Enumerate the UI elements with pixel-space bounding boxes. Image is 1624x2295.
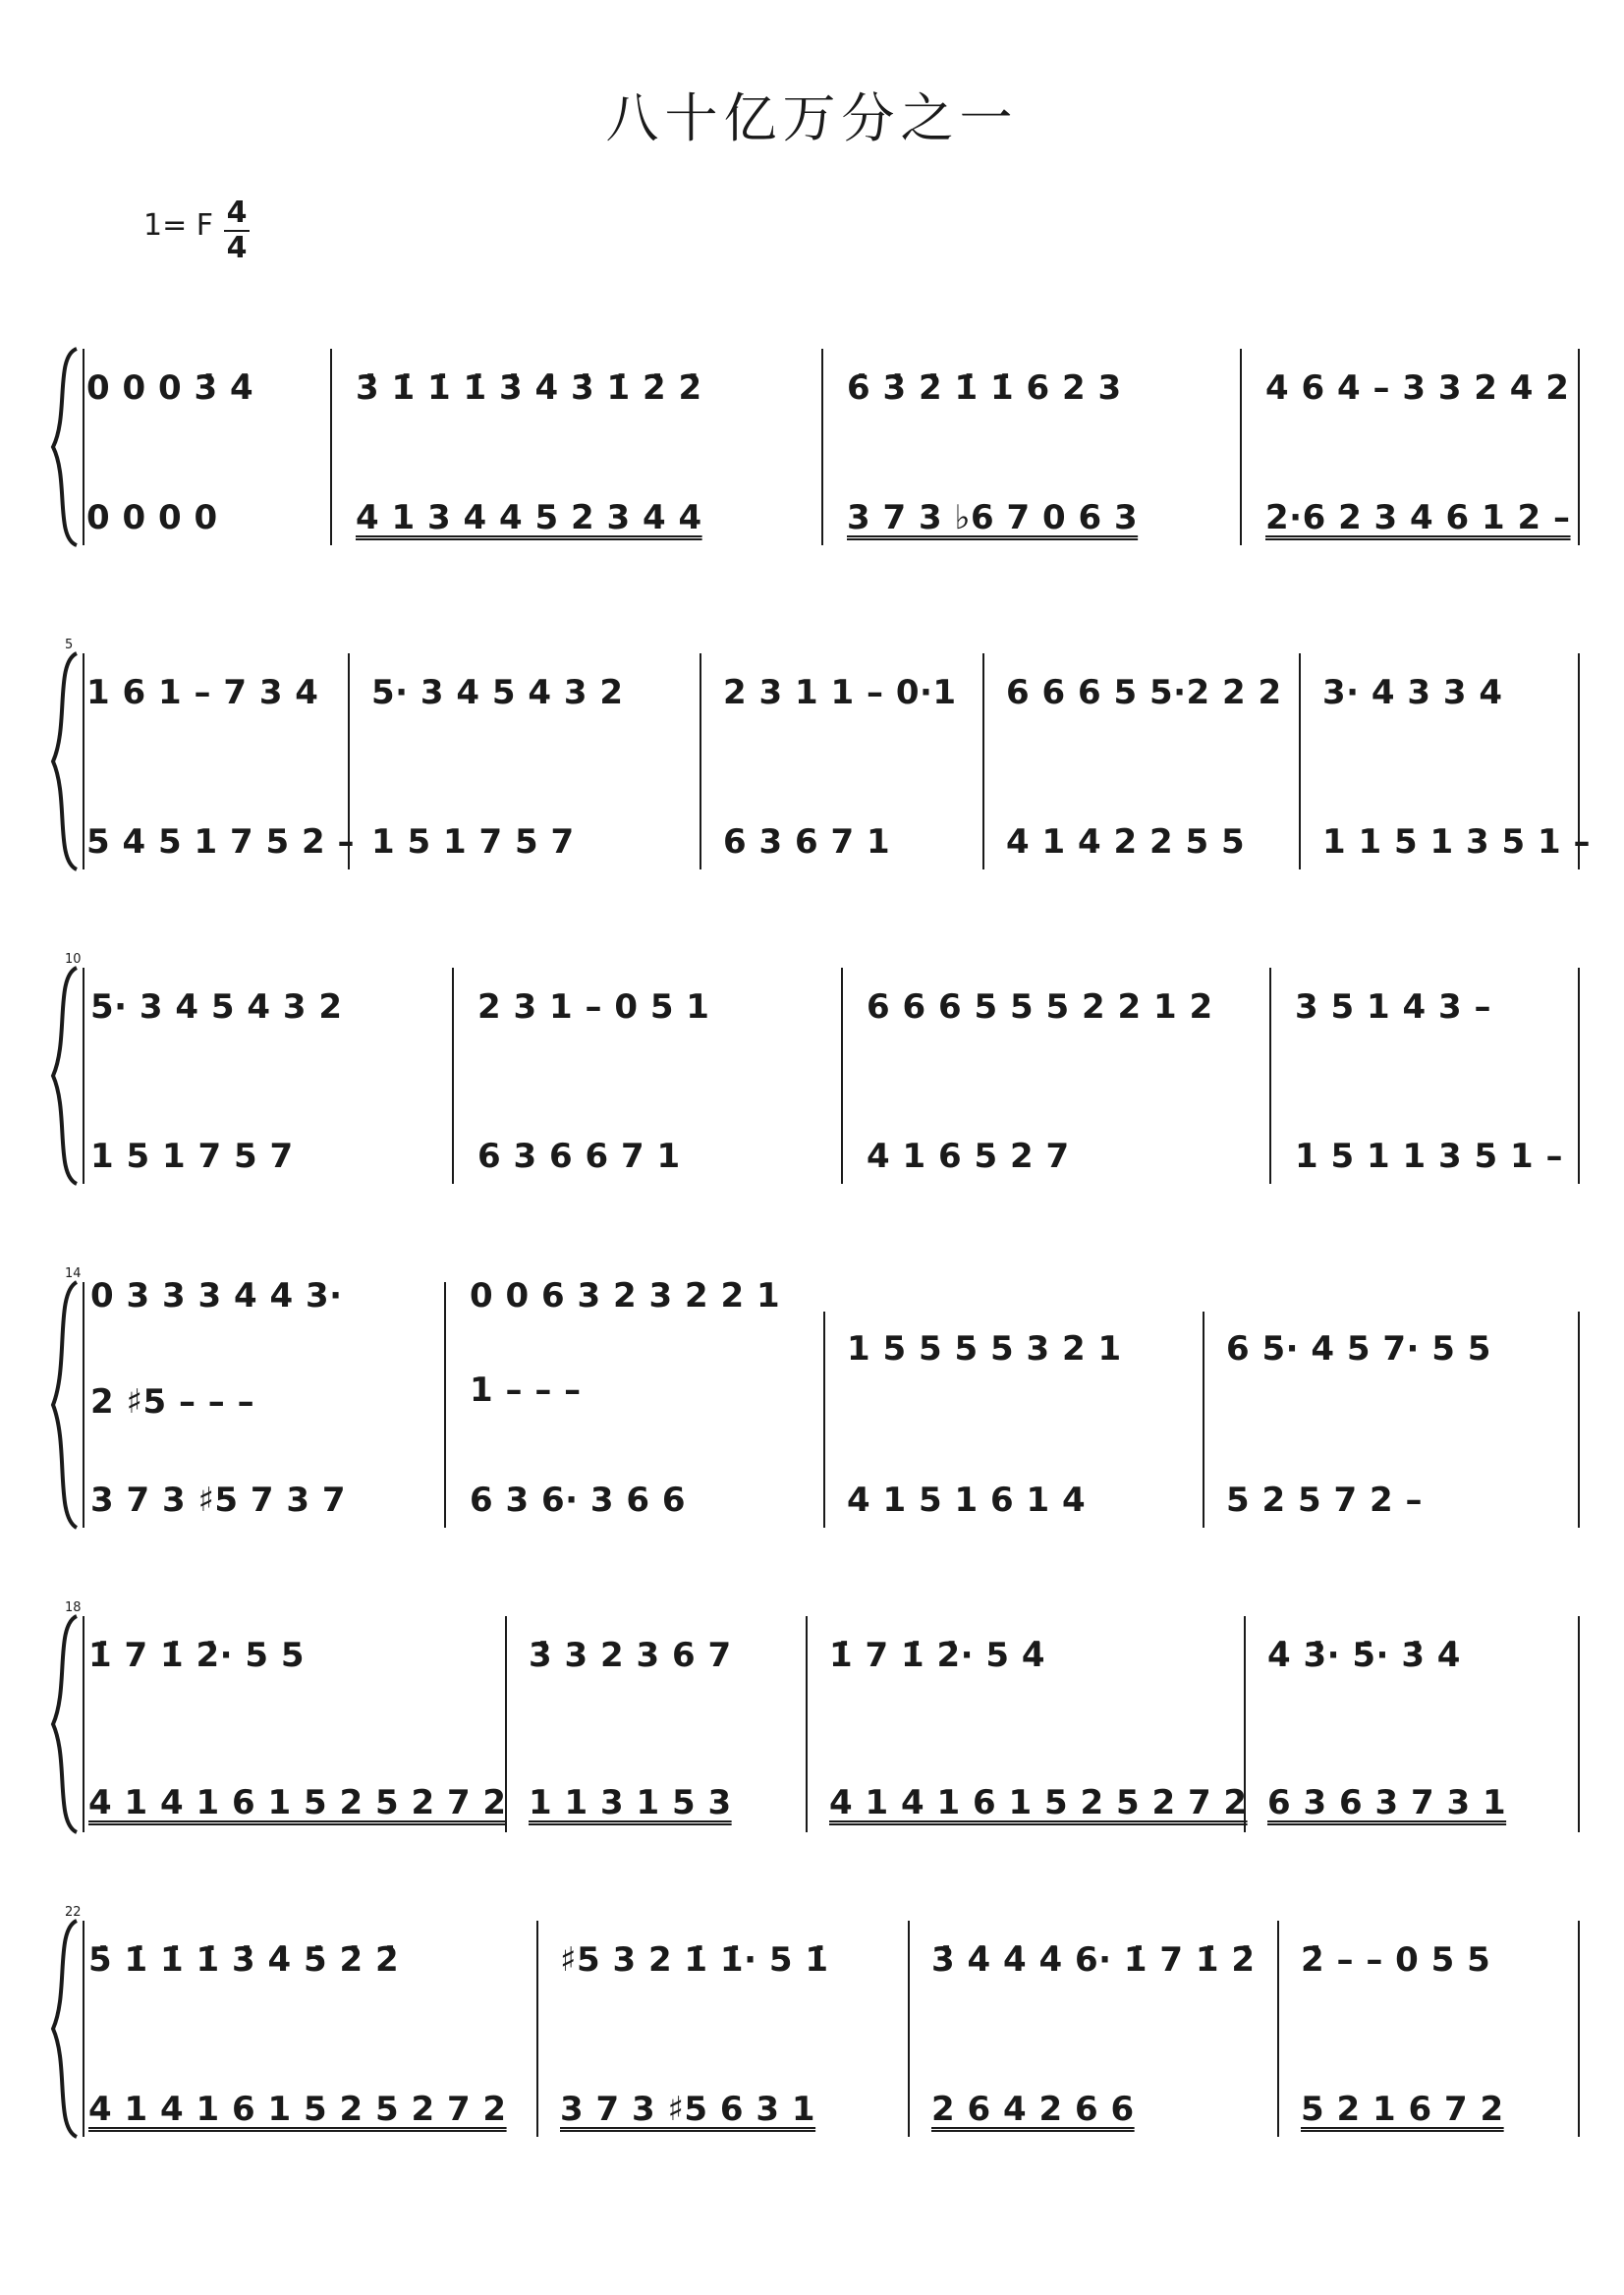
score-system-4: [0, 1262, 1624, 1547]
treble-measure: 3̇ 1̇ 1̇ 1̇ 3̇ 4̇ 3̇ 1̇ 2̇ 2̇: [356, 368, 702, 408]
barline: [1578, 1312, 1580, 1528]
system-line: [83, 1282, 84, 1528]
treble-measure: 0 0 0 3̇ 4̇: [86, 368, 254, 408]
score-system-5: [0, 1596, 1624, 1852]
barline: [1578, 1616, 1580, 1832]
treble-measure: 2̇ – – 0 5 5: [1301, 1940, 1491, 1980]
treble-measure: 6 6 6 5 5·2 2 2: [1006, 673, 1282, 712]
treble-measure: 6 6 6 5 5 5 2 2 1 2: [867, 987, 1213, 1027]
bass-measure: 3 7 3 ♭6 7 0 6 3: [847, 498, 1139, 537]
time-signature: [222, 196, 252, 265]
treble-measure: 1 6 1 – 7 3 4: [86, 673, 319, 712]
barline: [536, 1921, 538, 2137]
bass-measure: 4 1 4 1 6 1 5 2 5 2 7 2: [88, 1783, 507, 1822]
bass-measure: 0 0 0 0: [86, 498, 218, 537]
barline: [982, 653, 984, 869]
treble-measure: 3 5 1 4 3 –: [1295, 987, 1491, 1027]
score-system-6: [0, 1901, 1624, 2156]
treble-measure: 1̇ 7 1̇ 2̇· 5 4̇: [829, 1636, 1046, 1675]
page-title: 八十亿万分之一: [605, 87, 1019, 149]
bass-measure: 1 5 1 1 3 5 1 –: [1295, 1137, 1563, 1176]
barline: [1269, 968, 1271, 1184]
treble-measure: 0 0 6 3 2 3 2 2 1: [470, 1276, 781, 1315]
brace-icon: [43, 1614, 83, 1834]
bass-measure: 6 3 6 3 7 3 1: [1267, 1783, 1507, 1822]
barline: [330, 349, 332, 545]
barline: [821, 349, 823, 545]
barline: [1277, 1921, 1279, 2137]
barline: [1578, 1921, 1580, 2137]
score-system-1: [0, 329, 1624, 565]
bass-measure: 4 1 4 1 6 1 5 2 5 2 7 2: [88, 2090, 507, 2129]
bass-measure: 5 4 5 1 7 5 2 –: [86, 822, 355, 862]
measure-number: 14: [65, 1266, 82, 1281]
barline: [700, 653, 701, 869]
treble-measure: 2 3 1 1 – 0·1: [723, 673, 957, 712]
treble-measure: 6̇ 3̇ 2̇ 1̇ 1̇ 6 2 3: [847, 368, 1122, 408]
bass-measure: 3 7 3 ♯5 6 3 1: [560, 2090, 816, 2129]
system-line: [83, 653, 84, 869]
measure-number: 22: [65, 1905, 82, 1920]
barline: [1578, 968, 1580, 1184]
bass-measure: 5 2 5 7 2 –: [1226, 1481, 1423, 1520]
bass-measure: 6 3 6 6 7 1: [477, 1137, 681, 1176]
bass-measure: 4 1 5 1 6 1 4: [847, 1481, 1087, 1520]
key-signature: 1= F: [143, 208, 214, 243]
treble-measure: 1̇ 7 1̇ 2̇· 5 5: [88, 1636, 306, 1675]
bass-measure: 1 1 5 1 3 5 1 –: [1322, 822, 1591, 862]
brace-icon: [43, 966, 83, 1186]
treble-measure: 2 3 1 – 0 5 1: [477, 987, 710, 1027]
barline: [823, 1312, 825, 1528]
system-line: [83, 968, 84, 1184]
bass-measure: 1 1 3 1 5 3: [529, 1783, 732, 1822]
treble-measure: 5· 3 4 5 4 3 2: [371, 673, 624, 712]
system-line: [83, 1921, 84, 2137]
treble-measure: 4 6 4 – 3 3 2 4 2: [1265, 368, 1570, 408]
bass-measure: 4 1 6 5 2 7: [867, 1137, 1070, 1176]
bass-measure: 3 7 3 ♯5 7 3 7: [90, 1481, 347, 1520]
treble-measure: 3̇ 3 2 3 6 7: [529, 1636, 732, 1675]
bass-measure: 4 1 4 1 6 1 5 2 5 2 7 2: [829, 1783, 1248, 1822]
bass-measure: 4 1 3 4 4 5 2 3 4 4: [356, 498, 702, 537]
bass-measure: 4 1 4 2 2 5 5: [1006, 822, 1246, 862]
time-signature-bottom: 4: [226, 231, 248, 265]
treble-measure: 3̇ 4̇ 4̇ 4̇ 6· 1̇ 7 1̇ 2̇: [931, 1940, 1256, 1980]
barline: [908, 1921, 910, 2137]
system-line: [83, 1616, 84, 1832]
treble-measure: 6 5· 4 5 7· 5 5: [1226, 1329, 1491, 1369]
treble-measure: 3· 4 3 3 4: [1322, 673, 1503, 712]
treble-measure: 5· 3 4 5 4 3 2: [90, 987, 343, 1027]
barline: [1578, 349, 1580, 545]
barline: [806, 1616, 808, 1832]
score-system-3: [0, 948, 1624, 1203]
brace-icon: [43, 1280, 83, 1530]
treble-measure: 4̇ 3̇· 5̇· 3̇ 4̇: [1267, 1636, 1461, 1675]
brace-icon: [43, 1919, 83, 2139]
time-signature-top: 4: [226, 196, 248, 230]
system-line: [83, 349, 84, 545]
treble-measure: 1 5 5 5 5 3 2 1: [847, 1329, 1122, 1369]
barline: [1299, 653, 1301, 869]
bass-measure: 6 3 6· 3 6 6: [470, 1481, 687, 1520]
bass-measure: 1 5 1 7 5 7: [90, 1137, 294, 1176]
bass-measure: 6 3 6 7 1: [723, 822, 891, 862]
barline: [452, 968, 454, 1184]
measure-number: 10: [65, 952, 82, 967]
brace-icon: [43, 651, 83, 871]
treble-measure: 5̇ 1̇ 1̇ 1̇ 3̇ 4̇ 5̇ 2̇ 2̇: [88, 1940, 400, 1980]
bass-measure: 2·6 2 3 4 6 1 2 –: [1265, 498, 1571, 537]
barline: [1203, 1312, 1204, 1528]
bass-measure: 2 6 4 2 6 6: [931, 2090, 1135, 2129]
measure-number: 5: [65, 638, 74, 652]
barline: [841, 968, 843, 1184]
brace-icon: [43, 347, 83, 547]
bass-measure: 1 5 1 7 5 7: [371, 822, 575, 862]
bass-measure: 5 2 1 6 7 2: [1301, 2090, 1504, 2129]
barline: [444, 1282, 446, 1528]
treble-measure: ♯5 3 2 1̇ 1̇· 5 1̇: [560, 1940, 829, 1980]
score-system-2: [0, 634, 1624, 889]
middle-measure: 1 – – –: [470, 1371, 582, 1410]
middle-measure: 2 ♯5 – – –: [90, 1382, 255, 1422]
measure-number: 18: [65, 1600, 82, 1615]
barline: [1240, 349, 1242, 545]
treble-measure: 0 3 3 3 4 4 3·: [90, 1276, 343, 1315]
